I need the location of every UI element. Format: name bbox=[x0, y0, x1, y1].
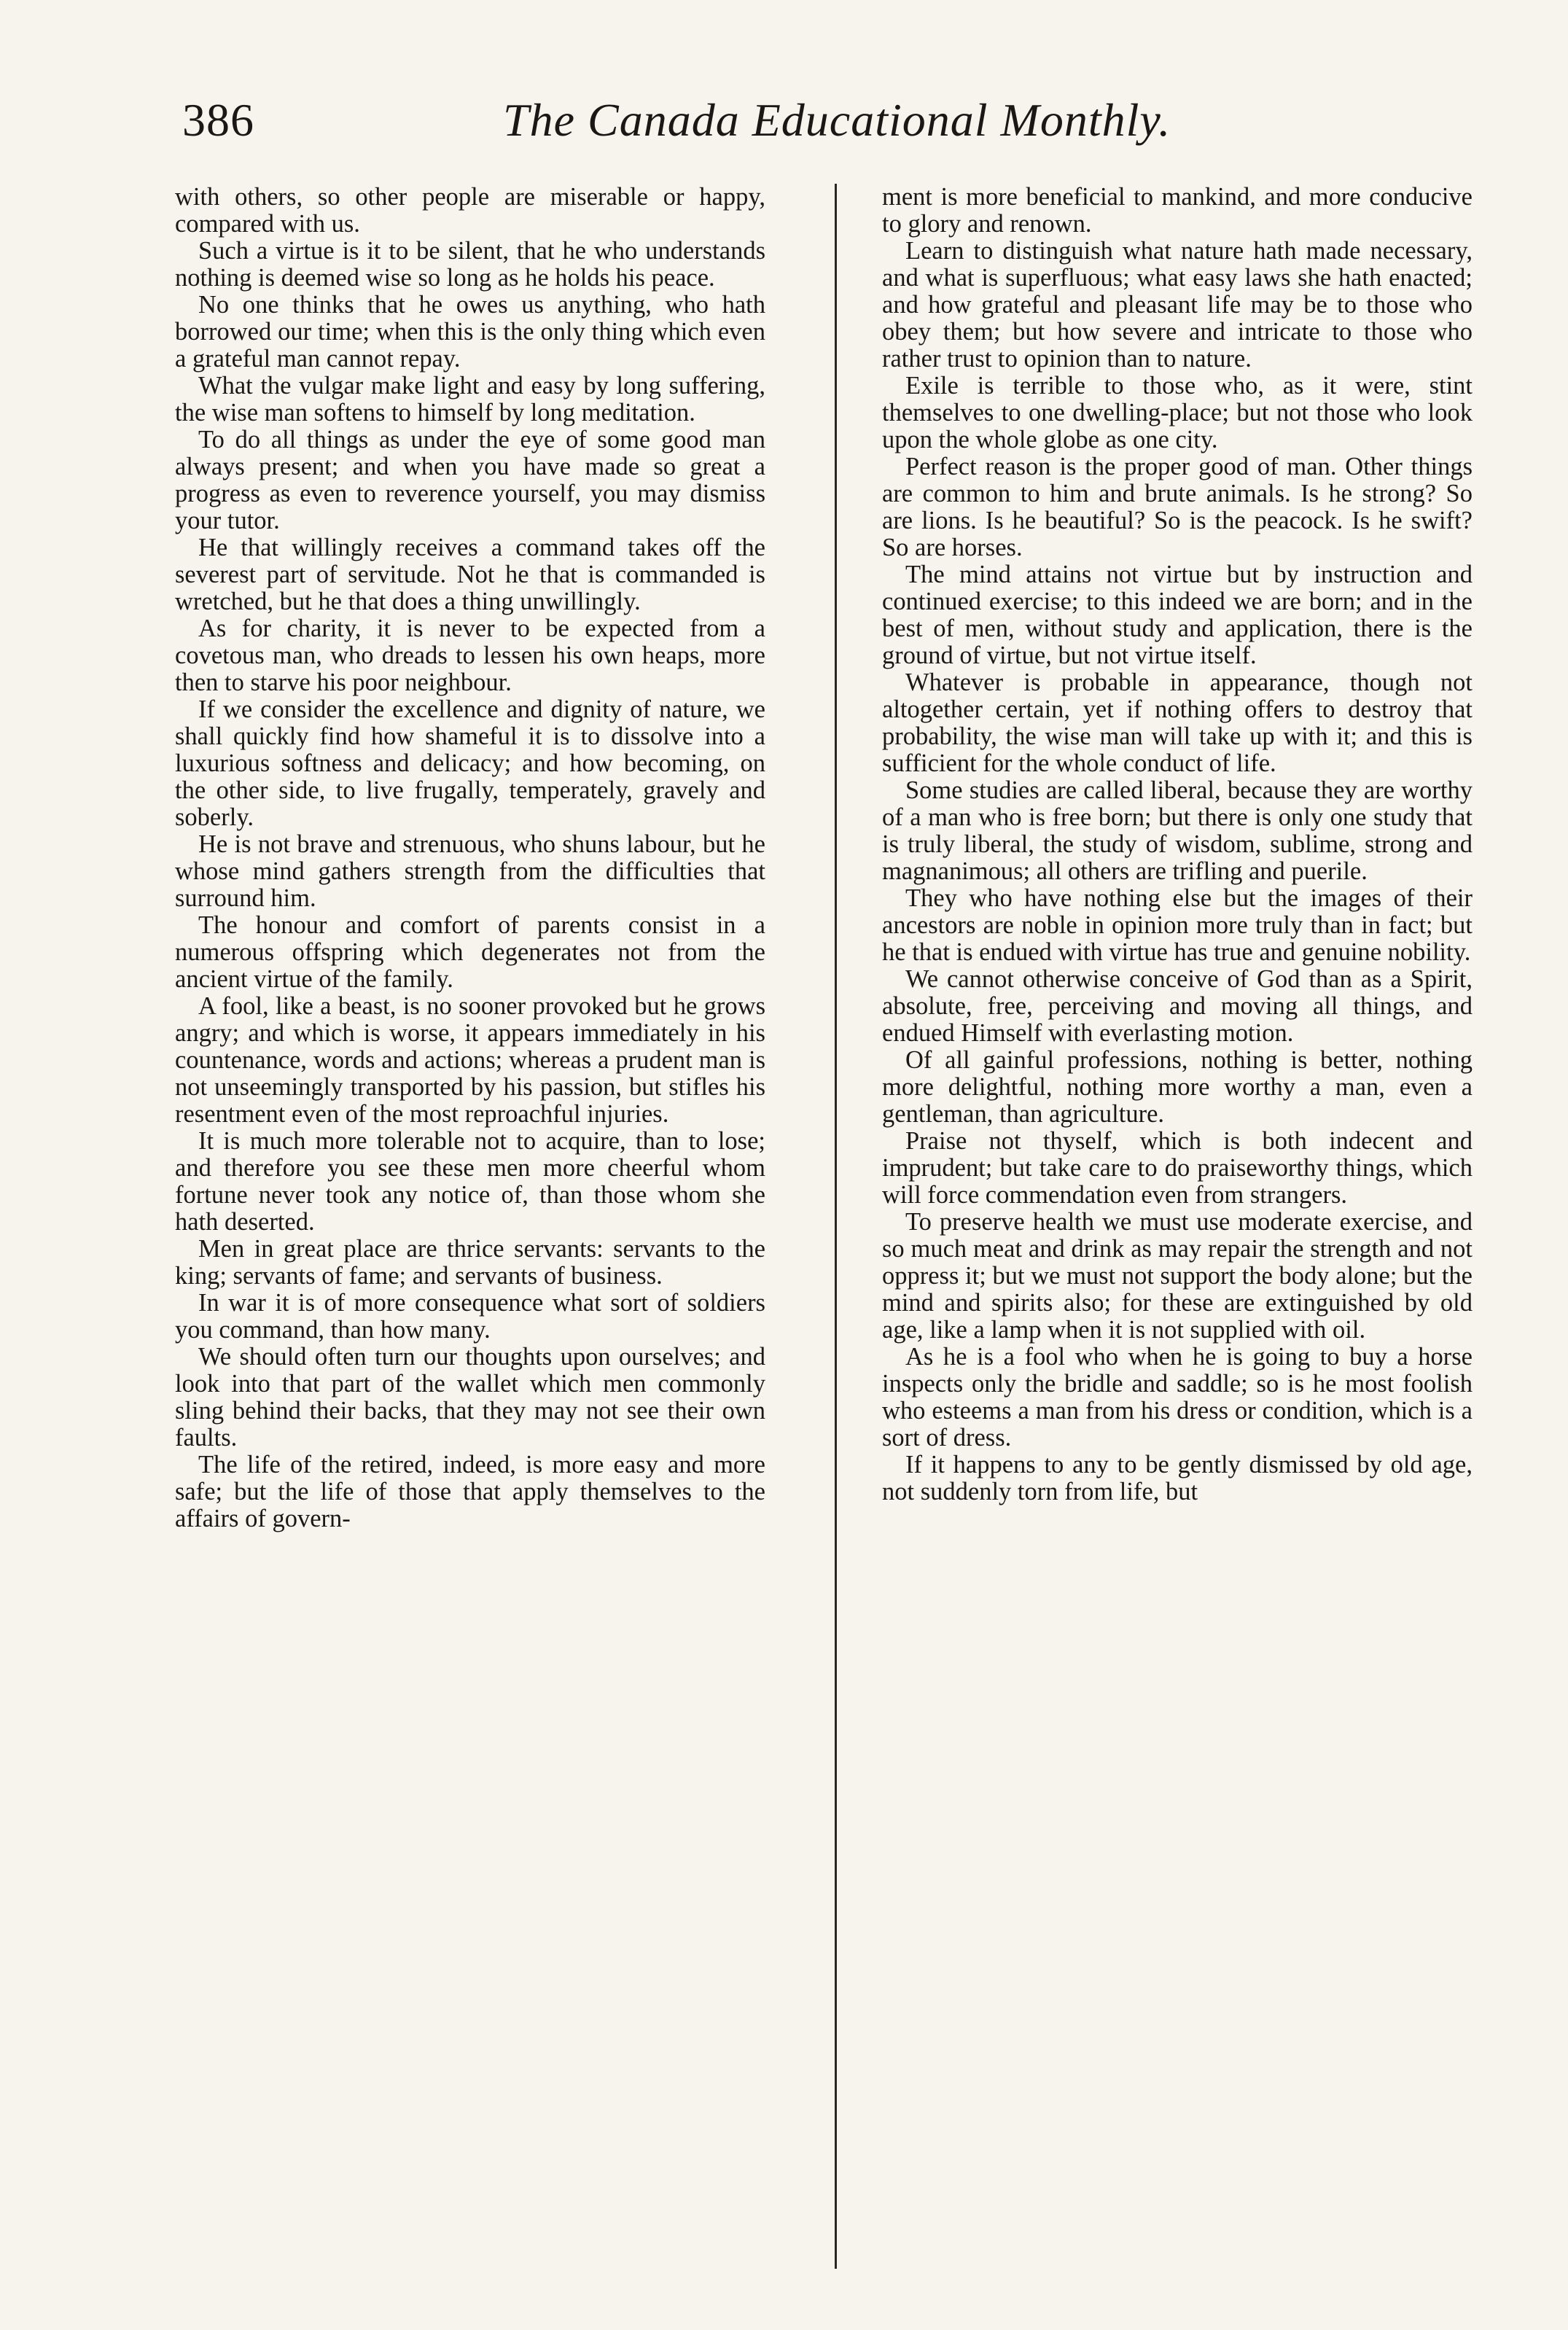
paragraph: Such a virtue is it to be silent, that he who understands nothing is deemed wise so long as he holds his peace. bbox=[175, 237, 765, 292]
paragraph: We should often turn our thoughts upon ourselves; and look into that part of the wallet which men commonly sling behind their backs, that they may not see their own faults. bbox=[175, 1343, 765, 1452]
paragraph: What the vulgar make light and easy by long suffering, the wise man softens to himself by long meditation. bbox=[175, 372, 765, 426]
paragraph: with others, so other people are miserable or happy, compared with us. bbox=[175, 184, 765, 238]
paragraph: The honour and comfort of parents consist in a numerous offspring which degenerates not from the ancient virtue of the family. bbox=[175, 911, 765, 993]
paragraph: ment is more beneficial to mankind, and more conducive to glory and renown. bbox=[882, 184, 1473, 238]
left-column bbox=[175, 184, 765, 2276]
right-column bbox=[882, 184, 1473, 2276]
paragraph: The life of the retired, indeed, is more easy and more safe; but the life of those that apply themselves to the affairs of govern- bbox=[175, 1451, 765, 1532]
paragraph: Men in great place are thrice servants: servants to the king; servants of fame; and servants of business. bbox=[175, 1235, 765, 1290]
paragraph: Whatever is probable in appearance, though not altogether certain, yet if nothing offers to destroy that probability, the wise man will take up with it; and this is sufficient for the whole conduct of life. bbox=[882, 669, 1473, 777]
paragraph: We cannot otherwise conceive of God than as a Spirit, absolute, free, perceiving and moving all things, and endued Himself with everlasting motion. bbox=[882, 965, 1473, 1047]
paragraph: Learn to distinguish what nature hath made necessary, and what is superfluous; what easy laws she hath enacted; and how grateful and pleasant life may be to those who obey them; but how severe and intricate to those who rather trust to opinion than to nature. bbox=[882, 237, 1473, 373]
paragraph: He is not brave and strenuous, who shuns labour, but he whose mind gathers strength from the difficulties that surround him. bbox=[175, 830, 765, 912]
paragraph: A fool, like a beast, is no sooner provoked but he grows angry; and which is worse, it appears immediately in his countenance, words and actions; whereas a prudent man is not unseemingly transported by his passion, but stifles his resentment even of the most reproachful injuries. bbox=[175, 992, 765, 1128]
paragraph: If we consider the excellence and dignity of nature, we shall quickly find how shameful it is to dissolve into a luxurious softness and delicacy; and how becoming, on the other side, to live frugally, temperately, gravely and soberly. bbox=[175, 696, 765, 831]
page-header bbox=[182, 93, 1451, 159]
paragraph: To preserve health we must use moderate exercise, and so much meat and drink as may repair the strength and not oppress it; but we must not support the body alone; but the mind and spirits also; for these are extinguished by old age, like a lamp when it is not supplied with oil. bbox=[882, 1208, 1473, 1344]
paragraph: They who have nothing else but the images of their ancestors are noble in opinion more truly than in fact; but he that is endued with virtue has true and genuine nobility. bbox=[882, 884, 1473, 966]
paragraph: Of all gainful professions, nothing is better, nothing more delightful, nothing more worthy a man, even a gentleman, than agriculture. bbox=[882, 1046, 1473, 1128]
paragraph: The mind attains not virtue but by instruction and continued exercise; to this indeed we are born; and in the best of men, without study and application, there is the ground of virtue, but not virtue itself. bbox=[882, 561, 1473, 669]
paragraph: Praise not thyself, which is both indecent and imprudent; but take care to do praiseworthy things, which will force commendation even from strangers. bbox=[882, 1127, 1473, 1209]
paragraph: Some studies are called liberal, because they are worthy of a man who is free born; but there is only one study that is truly liberal, the study of wisdom, sublime, strong and magnanimous; all others are trifling and puerile. bbox=[882, 776, 1473, 885]
page-number: 386 bbox=[182, 94, 254, 146]
paragraph: In war it is of more consequence what sort of soldiers you command, than how many. bbox=[175, 1289, 765, 1344]
text-columns bbox=[175, 184, 1473, 2276]
paragraph: He that willingly receives a command takes off the severest part of servitude. Not he that is commanded is wretched, but he that does a thing unwillingly. bbox=[175, 534, 765, 615]
paragraph: No one thinks that he owes us anything, who hath borrowed our time; when this is the only thing which even a grateful man cannot repay. bbox=[175, 291, 765, 373]
paragraph: To do all things as under the eye of some good man always present; and when you have made so great a progress as even to reverence yourself, you may dismiss your tutor. bbox=[175, 426, 765, 534]
paragraph: It is much more tolerable not to acquire, than to lose; and therefore you see these men more cheerful whom fortune never took any notice of, than those whom she hath deserted. bbox=[175, 1127, 765, 1236]
paragraph: Exile is terrible to those who, as it were, stint themselves to one dwelling-place; but not those who look upon the whole globe as one city. bbox=[882, 372, 1473, 453]
paragraph: As he is a fool who when he is going to buy a horse inspects only the bridle and saddle; so is he most foolish who esteems a man from his dress or condition, which is a sort of dress. bbox=[882, 1343, 1473, 1452]
running-title: The Canada Educational Monthly. bbox=[503, 94, 1171, 146]
paragraph: As for charity, it is never to be expected from a covetous man, who dreads to lessen his own heaps, more then to starve his poor neighbour. bbox=[175, 615, 765, 696]
column-divider bbox=[835, 184, 837, 2269]
paragraph: Perfect reason is the proper good of man. Other things are common to him and brute animals. Is he strong? So are lions. Is he beautiful? So is the peacock. Is he swift? So are horses. bbox=[882, 453, 1473, 561]
paragraph: If it happens to any to be gently dismissed by old age, not suddenly torn from life, but bbox=[882, 1451, 1473, 1505]
